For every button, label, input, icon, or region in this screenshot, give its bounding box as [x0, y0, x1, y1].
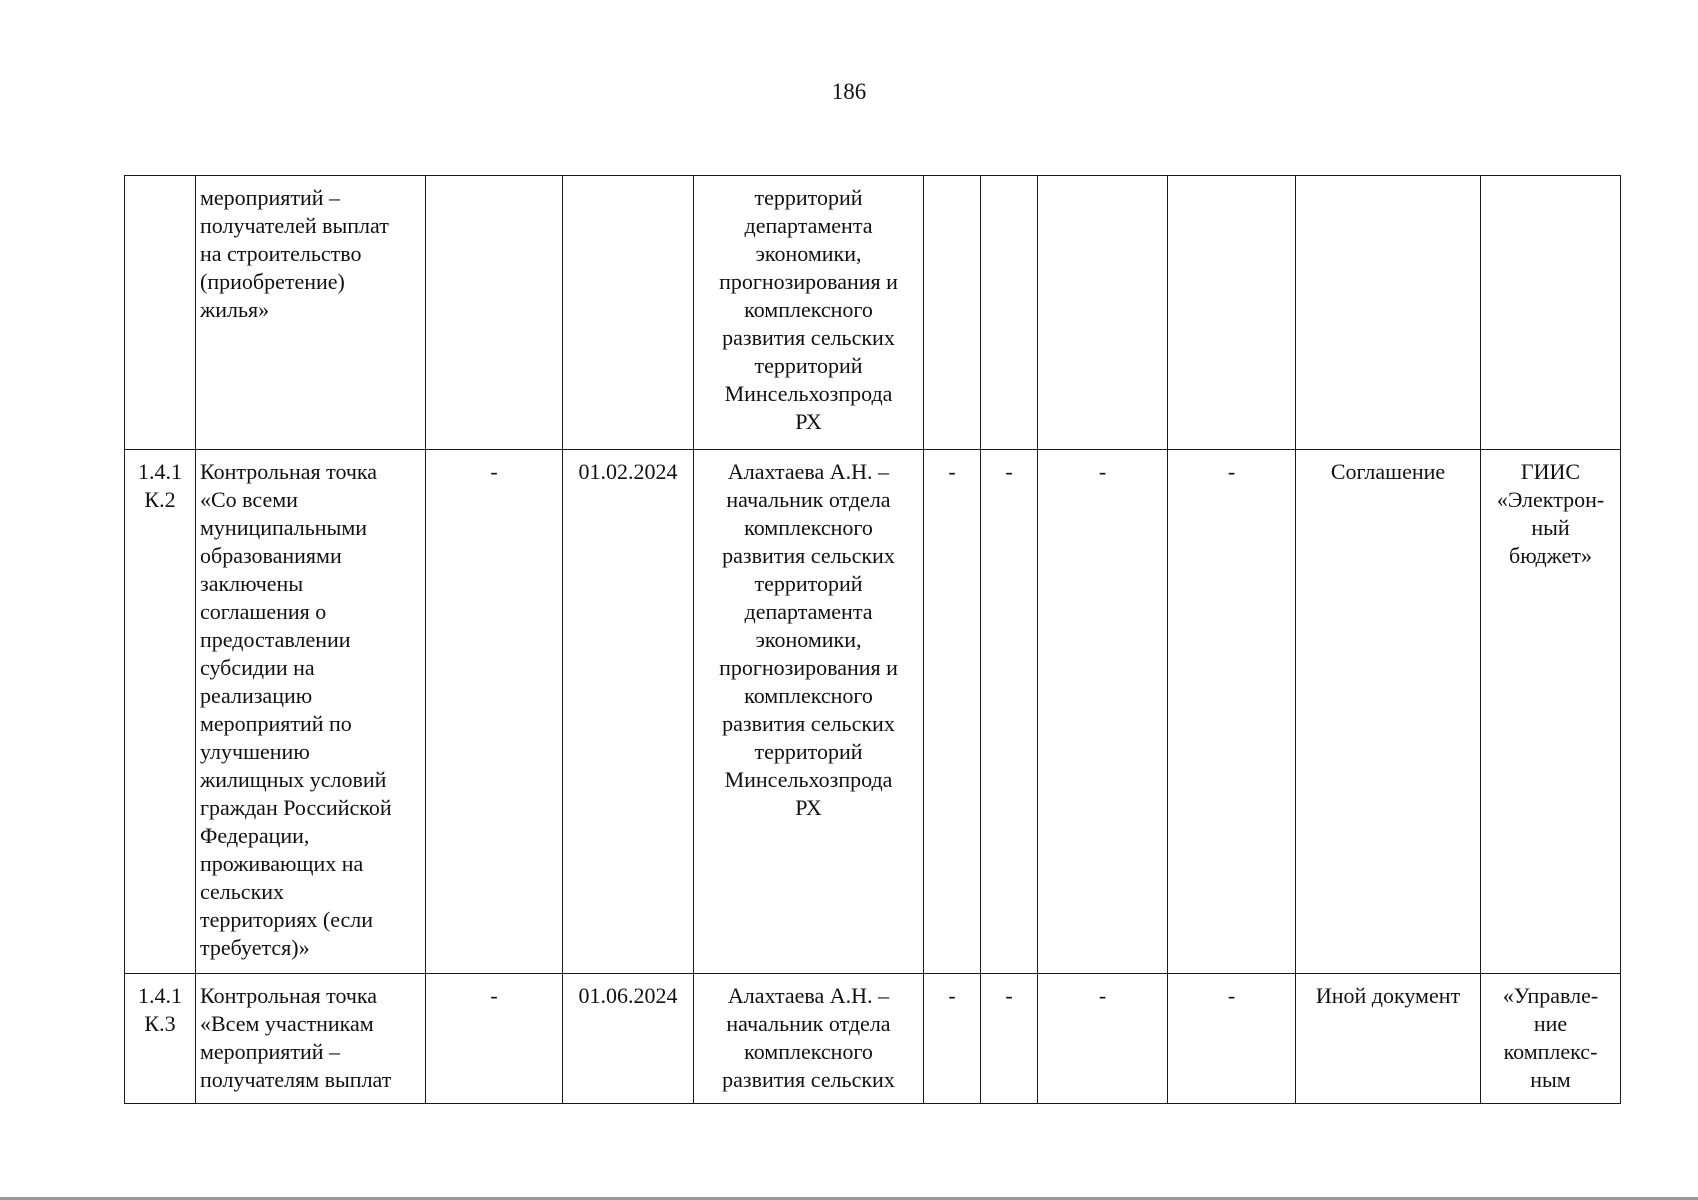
cell-number: 1.4.1 К.3 — [125, 974, 196, 1104]
cell-col8 — [1038, 176, 1168, 450]
cell-col8: - — [1038, 450, 1168, 974]
cell-responsible: территорий департамента экономики, прогнозирования и комплексного развития сельских территорий Минсельхозпрода РХ — [694, 176, 924, 450]
cell-col3: - — [426, 450, 563, 974]
cell-col6 — [924, 176, 981, 450]
cell-col7: - — [981, 450, 1038, 974]
cell-responsible: Алахтаева А.Н. – начальник отдела комплексного развития сельских — [694, 974, 924, 1104]
cell-col9 — [1168, 176, 1296, 450]
cell-col9: - — [1168, 974, 1296, 1104]
cell-system — [1481, 176, 1621, 450]
cell-name: Контрольная точка «Со всеми муниципальными образованиями заключены соглашения о предоставлении субсидии на реализацию мероприятий по улучшению жилищных условий граждан Российской Федерации, проживающих на сельских территориях (если требуется)» — [196, 450, 426, 974]
cell-system: «Управле- ние комплекс- ным — [1481, 974, 1621, 1104]
cell-number: 1.4.1 К.2 — [125, 450, 196, 974]
plan-table — [124, 175, 1621, 1104]
cell-date: 01.06.2024 — [563, 974, 694, 1104]
cell-date: 01.02.2024 — [563, 450, 694, 974]
cell-col7 — [981, 176, 1038, 450]
cell-col7: - — [981, 974, 1038, 1104]
cell-col3: - — [426, 974, 563, 1104]
cell-name: Контрольная точка «Всем участникам мероприятий – получателям выплат — [196, 974, 426, 1104]
cell-col6: - — [924, 450, 981, 974]
table-row — [125, 450, 1621, 974]
cell-responsible: Алахтаева А.Н. – начальник отдела комплексного развития сельских территорий департамента экономики, прогнозирования и комплексного развития сельских территорий Минсельхозпрода РХ — [694, 450, 924, 974]
cell-document: Иной документ — [1296, 974, 1481, 1104]
cell-col8: - — [1038, 974, 1168, 1104]
cell-col6: - — [924, 974, 981, 1104]
cell-col3 — [426, 176, 563, 450]
cell-col9: - — [1168, 450, 1296, 974]
cell-system: ГИИС «Электрон- ный бюджет» — [1481, 450, 1621, 974]
table-row — [125, 176, 1621, 450]
table-row — [125, 974, 1621, 1104]
page-number: 186 — [831, 79, 867, 104]
cell-name: мероприятий – получателей выплат на строительство (приобретение) жилья» — [196, 176, 426, 450]
cell-date — [563, 176, 694, 450]
cell-document — [1296, 176, 1481, 450]
cell-document: Соглашение — [1296, 450, 1481, 974]
cell-number — [125, 176, 196, 450]
